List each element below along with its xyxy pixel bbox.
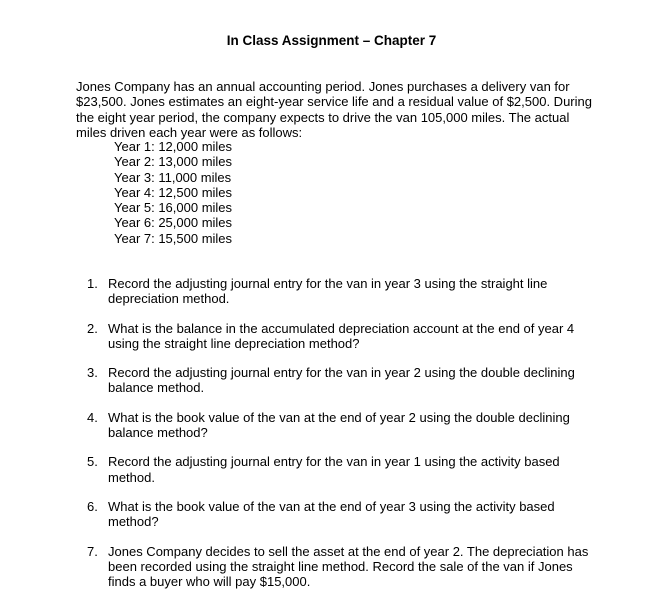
question-item — [87, 544, 592, 590]
question-text: Record the adjusting journal entry for the van in year 3 using the straight line depreciation method. — [108, 276, 548, 307]
question-text: Record the adjusting journal entry for the van in year 1 using the activity based method. — [108, 454, 560, 485]
page-title: In Class Assignment – Chapter 7 — [226, 33, 437, 48]
question-number: 5. — [87, 454, 98, 470]
question-text: What is the balance in the accumulated depreciation account at the end of year 4 using the straight line depreciation method? — [108, 320, 575, 351]
question-item — [87, 499, 592, 530]
question-text: Jones Company decides to sell the asset at the end of year 2. The depreciation has been recorded using the straight line method. Record the sale of the van if Jones finds a buyer who will pay $15,000. — [108, 543, 589, 590]
miles-list — [114, 139, 232, 246]
miles-item: Year 4: 12,500 miles — [114, 184, 233, 200]
question-number: 1. — [87, 276, 98, 291]
question-number: 6. — [87, 498, 98, 514]
question-item — [87, 321, 592, 352]
miles-item: Year 7: 15,500 miles — [114, 230, 233, 246]
intro-paragraph: Jones Company has an annual accounting period. Jones purchases a delivery van for $23,500. Jones estimates an eight-year service life and a residual value of $2,500. During the eight year period, the company expects to drive the van 105,000 miles. The actual miles driven each year were as follows: — [76, 79, 592, 140]
question-number: 7. — [87, 543, 98, 559]
question-number: 3. — [87, 365, 98, 381]
question-number: 4. — [87, 409, 98, 425]
miles-item: Year 3: 11,000 miles — [114, 169, 232, 185]
question-text: Record the adjusting journal entry for the van in year 2 using the double declining balance method. — [108, 365, 575, 396]
miles-item: Year 5: 16,000 miles — [114, 200, 233, 216]
miles-item: Year 2: 13,000 miles — [114, 154, 233, 170]
question-text: What is the book value of the van at the end of year 2 using the double declining balance method? — [108, 409, 570, 441]
question-item — [87, 365, 592, 396]
miles-item: Year 1: 12,000 miles — [114, 139, 233, 154]
question-number: 2. — [87, 320, 98, 336]
questions-list — [87, 276, 592, 603]
question-item — [87, 454, 592, 485]
question-item — [87, 410, 592, 441]
miles-item: Year 6: 25,000 miles — [114, 215, 233, 231]
question-item — [87, 276, 592, 307]
question-text: What is the book value of the van at the end of year 3 using the activity based method? — [108, 498, 555, 530]
